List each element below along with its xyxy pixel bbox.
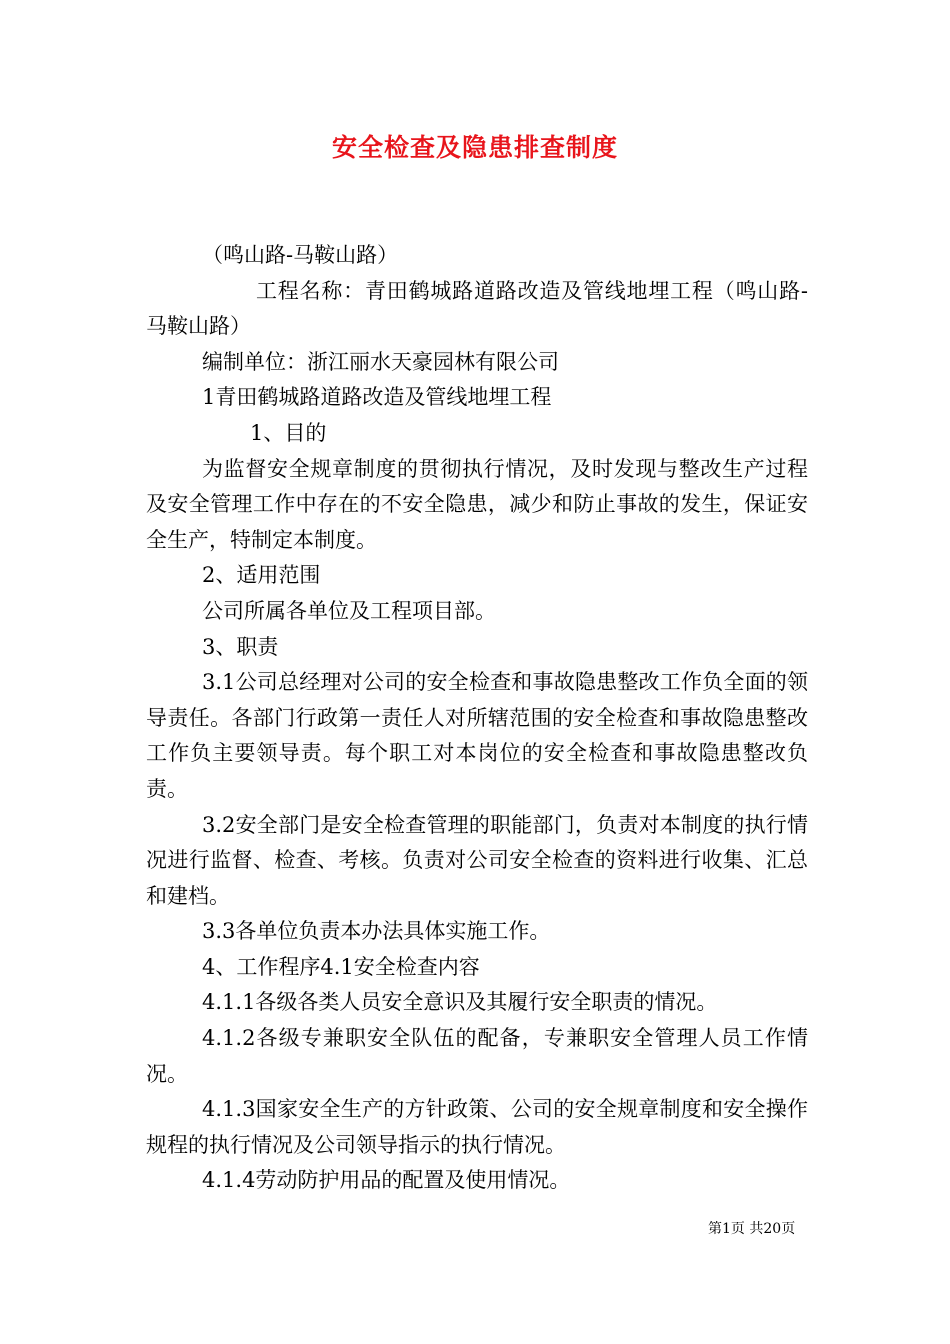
document-title: 安全检查及隐患排查制度 xyxy=(331,133,618,162)
page-prefix: 第 xyxy=(708,1221,722,1237)
paragraph-duty-3-3: 3.3各单位负责本办法具体实施工作。 xyxy=(202,919,551,944)
paragraph-compiler: 编制单位：浙江丽水天豪园林有限公司 xyxy=(202,349,559,374)
paragraph-item-4-1-3: 4.1.3国家安全生产的方针政策、公司的安全规章制度和安全操作规程的执行情况及公司领导指示的执行情况。 xyxy=(146,1097,808,1157)
section-heading-purpose: 1、目的 xyxy=(250,420,327,445)
section-heading-duties: 3、职责 xyxy=(202,634,279,659)
paragraph-item-4-1-2: 4.1.2各级专兼职安全队伍的配备，专兼职安全管理人员工作情况。 xyxy=(146,1026,808,1086)
page-total: 20 xyxy=(763,1221,782,1237)
paragraph-project-heading: 1青田鹤城路道路改造及管线地埋工程 xyxy=(202,385,552,410)
paragraph-project-name: 工程名称：青田鹤城路道路改造及管线地埋工程（鸣山路-马鞍山路） xyxy=(146,278,808,339)
page-suffix: 页 xyxy=(781,1221,796,1237)
page-middle: 页 共 xyxy=(730,1221,764,1237)
paragraph-item-4-1-1: 4.1.1各级各类人员安全意识及其履行安全职责的情况。 xyxy=(202,990,718,1015)
page-number: 1 xyxy=(722,1221,731,1237)
paragraph-duty-3-2: 3.2安全部门是安全检查管理的职能部门，负责对本制度的执行情况进行监督、检查、考核。负责对公司安全检查的资料进行收集、汇总和建档。 xyxy=(146,812,808,908)
paragraph-road-section: （鸣山路-马鞍山路） xyxy=(202,243,399,267)
section-heading-procedure: 4、工作程序4.1安全检查内容 xyxy=(202,954,480,979)
paragraph-purpose: 为监督安全规章制度的贯彻执行情况，及时发现与整改生产过程及安全管理工作中存在的不安全隐患，减少和防止事故的发生，保证安全生产，特制定本制度。 xyxy=(146,456,808,552)
paragraph-scope: 公司所属各单位及工程项目部。 xyxy=(202,598,496,623)
document-body xyxy=(146,238,808,1199)
paragraph-item-4-1-4: 4.1.4劳动防护用品的配置及使用情况。 xyxy=(202,1168,571,1193)
page-number-footer xyxy=(708,1218,795,1238)
paragraph-duty-3-1: 3.1公司总经理对公司的安全检查和事故隐患整改工作负全面的领导责任。各部门行政第一责任人对所辖范围的安全检查和事故隐患整改工作负主要领导责。每个职工对本岗位的安全检查和事故隐患整改负责。 xyxy=(146,670,808,801)
section-heading-scope: 2、适用范围 xyxy=(202,563,321,588)
